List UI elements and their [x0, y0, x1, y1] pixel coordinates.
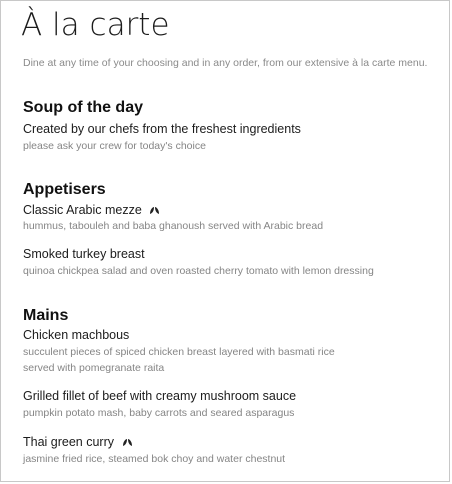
menu-item-name: Smoked turkey breast [23, 247, 145, 261]
menu-item-desc: pumpkin potato mash, baby carrots and seared asparagus [23, 407, 295, 419]
section-heading-appetisers: Appetisers [23, 181, 106, 198]
menu-item-desc-2: served with pomegranate raita [23, 362, 165, 374]
soup-item-name: Created by our chefs from the freshest ingredients [23, 122, 301, 136]
menu-item-desc: quinoa chickpea salad and oven roasted cherry tomato with lemon dressing [23, 265, 374, 277]
page-title: À la carte [21, 7, 170, 43]
leaf-icon [122, 438, 133, 447]
section-heading-mains: Mains [23, 307, 69, 324]
menu-item-name [23, 435, 133, 449]
item-label: Thai green curry [23, 435, 115, 449]
intro-text: Dine at any time of your choosing and in any order, from our extensive à la carte menu. [23, 57, 428, 69]
menu-item-desc: succulent pieces of spiced chicken breast layered with basmati rice [23, 346, 335, 358]
menu-item-name: Grilled fillet of beef with creamy mushroom sauce [23, 389, 297, 403]
menu-item-desc: jasmine fried rice, steamed bok choy and water chestnut [23, 453, 286, 465]
item-label: Classic Arabic mezze [23, 203, 142, 217]
soup-item-desc: please ask your crew for today's choice [23, 140, 206, 152]
leaf-icon [149, 206, 160, 215]
menu-item-name: Chicken machbous [23, 328, 130, 342]
section-heading-soup: Soup of the day [23, 99, 143, 116]
menu-item-desc: hummus, tabouleh and baba ghanoush served with Arabic bread [23, 220, 324, 232]
menu-item-name [23, 203, 160, 217]
